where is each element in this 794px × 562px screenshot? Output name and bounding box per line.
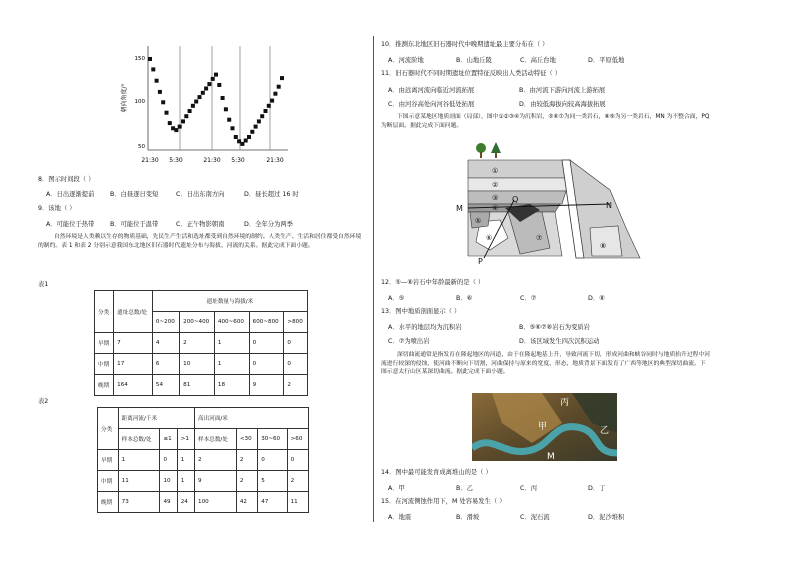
data-point	[178, 125, 182, 129]
t2-col: <30	[236, 429, 257, 450]
q12-stem: 12．⑤—⑧岩石中年龄最新的是（ ）	[381, 279, 485, 286]
data-point	[257, 119, 261, 123]
t1-cell: 10	[180, 354, 215, 375]
t1-cell: 18	[214, 375, 249, 396]
label-yi: 乙	[600, 426, 610, 436]
x-tick: 5:30	[169, 157, 183, 164]
q9-option-d[interactable]: D．全年分为两季	[244, 221, 293, 228]
data-point	[188, 109, 192, 113]
data-point	[174, 128, 178, 132]
q11-stem: 11．旧石器时代不同时期遗址位置特征反映出人类活动特征（ ）	[381, 70, 562, 77]
q13-option-c[interactable]: C．⑦为喷出岩	[388, 338, 430, 345]
table-row	[98, 492, 309, 513]
t1-cell: 0	[249, 333, 284, 354]
q10-option-b[interactable]: B．山地丘陵	[456, 57, 492, 64]
label-p: P	[478, 257, 483, 266]
t2-cell: 2	[236, 471, 257, 492]
t1-head-total: 遗址总数/处	[114, 291, 153, 333]
t1-head-class: 分类	[95, 291, 114, 333]
q10-option-d[interactable]: D．平原低地	[588, 57, 625, 64]
t2-group-distance: 距离河流/千米	[118, 408, 194, 429]
data-point	[148, 57, 152, 61]
t1-row-label: 晚期	[95, 375, 114, 396]
y-tick-150: 150	[134, 56, 145, 62]
data-points	[148, 57, 284, 146]
q10-stem: 10．推测东北地区旧石器时代中晚期遗址最主要分布在（ ）	[381, 41, 549, 48]
layer-2	[468, 178, 570, 191]
t1-cell: 1	[214, 354, 249, 375]
t1-cell: 4	[152, 333, 179, 354]
t1-col: 600~800	[249, 312, 284, 333]
t2-row-label: 晚期	[98, 492, 119, 513]
table-row	[95, 333, 308, 354]
t1-head-group: 遗址数量与海拔/米	[152, 291, 307, 312]
t1-col: 400~600	[214, 312, 249, 333]
q11-option-b[interactable]: B．由河流下游向河流上游拓展	[519, 87, 606, 94]
t1-cell: 2	[180, 333, 215, 354]
data-point	[198, 95, 202, 99]
data-point	[194, 100, 198, 104]
y-tick-100: 100	[134, 99, 145, 105]
t2-cell: 42	[236, 492, 257, 513]
table-row	[98, 471, 309, 492]
q15-stem: 15．在河流侧蚀作用下，M 处容易发生（ ）	[381, 498, 506, 505]
geologic-section-diagram	[450, 138, 650, 266]
label-bing: 丙	[560, 398, 570, 408]
q11-option-a[interactable]: A．由远离河流向临近河流拓展	[388, 87, 475, 94]
q13-option-b[interactable]: B．⑤⑥⑦⑧岩石为变质岩	[519, 324, 590, 331]
t2-cell: 2	[287, 471, 308, 492]
t2-col: >1	[177, 429, 194, 450]
data-point	[214, 73, 218, 77]
q15-option-c[interactable]: C．泥石流	[520, 514, 550, 521]
q10-option-c[interactable]: C．高丘台地	[520, 57, 556, 64]
t1-cell: 9	[249, 375, 284, 396]
label-m-point: M	[547, 452, 555, 461]
label-4: ④	[492, 204, 499, 212]
t1-cell: 7	[114, 333, 153, 354]
t2-cell: 1	[177, 471, 194, 492]
label-jia: 甲	[538, 422, 548, 432]
pine-tree-icon	[491, 142, 501, 158]
q12-option-a[interactable]: A．⑤	[388, 295, 405, 302]
intrusion-8	[590, 226, 622, 256]
label-3: ③	[492, 194, 499, 202]
tree-icon	[476, 143, 486, 158]
q11-option-c[interactable]: C．由河谷高处向河谷低处拓展	[388, 101, 475, 108]
q10-option-a[interactable]: A．河流阶地	[388, 57, 424, 64]
table2-caption: 表2	[38, 398, 49, 405]
q13-stem: 13．图中地质剖面显示（ ）	[381, 308, 461, 315]
table-2	[97, 407, 309, 513]
data-point	[277, 85, 281, 89]
q15-option-d[interactable]: D．泥沙堆积	[588, 514, 625, 521]
t1-cell: 0	[284, 354, 308, 375]
data-point	[184, 114, 188, 118]
t2-cell: 0	[258, 450, 287, 471]
t2-cell: 11	[118, 471, 160, 492]
x-tick: 5:30	[231, 157, 245, 164]
q9-option-a[interactable]: A．可能位于热带	[46, 221, 95, 228]
q8-stem: 8．图示时间段（ ）	[38, 176, 95, 183]
table-row	[95, 375, 308, 396]
t1-col: 0~200	[152, 312, 179, 333]
data-point	[204, 87, 208, 91]
data-point	[260, 114, 264, 118]
q13-option-a[interactable]: A．水平的地层均为沉积岩	[388, 324, 462, 331]
q14-option-c[interactable]: C．丙	[520, 485, 537, 492]
incised-meander-photo	[472, 393, 617, 461]
t2-cell: 73	[118, 492, 160, 513]
t1-cell: 0	[249, 354, 284, 375]
t2-head-class: 分类	[98, 408, 119, 450]
t1-cell: 81	[180, 375, 215, 396]
data-point	[207, 82, 211, 86]
label-2: ②	[492, 181, 499, 189]
q14-stem: 14．图中最可能发育成离堆山的是（ ）	[381, 469, 492, 476]
q12-option-d[interactable]: D．⑧	[588, 295, 605, 302]
q13-option-d[interactable]: D．该区域发生四次沉积运动	[519, 338, 600, 345]
t1-cell: 1	[214, 333, 249, 354]
data-point	[244, 139, 248, 143]
x-tick: 21:30	[266, 157, 284, 164]
data-point	[247, 135, 251, 139]
t2-cell: 0	[287, 450, 308, 471]
q15-option-b[interactable]: B．滑坡	[456, 514, 480, 521]
label-1: ①	[492, 167, 499, 175]
data-point	[165, 111, 169, 115]
data-point	[201, 91, 205, 95]
t2-col: 样本总数/处	[118, 429, 160, 450]
label-n: N	[606, 201, 612, 210]
data-point	[264, 109, 268, 113]
t1-cell: 6	[152, 354, 179, 375]
t2-row-label: 中期	[98, 471, 119, 492]
label-8: ⑧	[600, 242, 607, 250]
data-point	[231, 126, 235, 130]
t2-cell: 49	[160, 492, 177, 513]
chart-axes	[148, 46, 288, 150]
data-point	[234, 135, 238, 139]
label-m: M	[456, 204, 463, 213]
table-row	[98, 450, 309, 471]
data-point	[155, 79, 159, 83]
t2-group-height: 高出河面/米	[195, 408, 309, 429]
data-point	[191, 104, 195, 108]
y-tick-50: 50	[138, 144, 145, 150]
t1-col: >800	[284, 312, 308, 333]
q11-option-d[interactable]: D．由较低海拔向较高海拔拓展	[519, 101, 606, 108]
t1-row-label: 中期	[95, 354, 114, 375]
passage-meander: 深切曲流通常是指发育在隆起地区的河道，由于在隆起地基上升，导致河流下切，形成河曲和峡谷同时与地质抬升过程中河流进行较深的侵蚀，使河曲不断向下切割，河曲保持与原来的宽度、形态，地质背景下面发育了广西等地区的典型深切曲流。下图示意太行山区某深切曲流。据此完成下面小题。	[381, 352, 711, 375]
q8-option-c[interactable]: C．日出东南方向	[176, 191, 225, 198]
q9-stem: 9．该地（ ）	[38, 205, 76, 212]
data-point	[181, 119, 185, 123]
t2-col: 样本总数/处	[195, 429, 237, 450]
t2-cell: 2	[195, 450, 237, 471]
q8-option-b[interactable]: B．白昼逐日变短	[110, 191, 159, 198]
t2-col: 30~60	[258, 429, 287, 450]
t1-cell: 2	[284, 375, 308, 396]
q14-option-b[interactable]: B．乙	[456, 485, 473, 492]
t2-cell: 9	[195, 471, 237, 492]
label-q: Q	[512, 195, 519, 204]
table-1	[94, 290, 308, 396]
label-6: ⑥	[486, 234, 493, 242]
t1-col: 200~400	[180, 312, 215, 333]
q9-option-b[interactable]: B．可能位于温带	[110, 221, 159, 228]
t1-row-label: 早期	[95, 333, 114, 354]
q8-option-d[interactable]: D．昼长超过 16 时	[244, 191, 299, 198]
t2-cell: 100	[195, 492, 237, 513]
q14-option-a[interactable]: A．甲	[388, 485, 405, 492]
layer-1	[468, 160, 570, 178]
data-point	[161, 100, 165, 104]
t1-cell: 0	[284, 333, 308, 354]
q8-option-a[interactable]: A．日出逐渐提前	[46, 191, 95, 198]
t1-cell: 17	[114, 354, 153, 375]
data-point	[158, 90, 162, 94]
t2-cell: 47	[258, 492, 287, 513]
data-point	[250, 130, 254, 134]
t2-cell: 5	[258, 471, 287, 492]
q15-option-a[interactable]: A．地震	[388, 514, 412, 521]
t2-cell: 0	[160, 450, 177, 471]
data-point	[168, 121, 172, 125]
data-point	[224, 107, 228, 111]
data-point	[273, 92, 277, 96]
data-point	[280, 76, 284, 80]
t2-cell: 10	[160, 471, 177, 492]
passage-ancient-sites: 自然环境是人类赖以生存的物质基础，先民生产生活和选址都受到自然环境的制约。人类生产、生活和居住都受自然环境的制约。表 1 和表 2 分别示意我国东北地区旧石器时代遗址分布与海拔、河流的关系。据此完成下面小题。	[38, 234, 362, 249]
t2-cell: 1	[177, 450, 194, 471]
column-divider	[373, 36, 374, 522]
q14-option-d[interactable]: D．丁	[588, 485, 606, 492]
t1-cell: 164	[114, 375, 153, 396]
table1-caption: 表1	[38, 281, 49, 288]
t2-cell: 24	[177, 492, 194, 513]
q9-option-c[interactable]: C．正午物影朝南	[176, 221, 225, 228]
label-5: ⑤	[475, 217, 482, 225]
q12-option-c[interactable]: C．⑦	[520, 295, 537, 302]
y-axis-label: 朝向角度/°	[121, 83, 128, 113]
t1-cell: 54	[152, 375, 179, 396]
data-point	[227, 118, 231, 122]
table-row	[95, 354, 308, 375]
t2-col: >60	[287, 429, 308, 450]
data-point	[151, 67, 155, 71]
x-tick: 21:30	[203, 157, 221, 164]
passage-geology: 下图示意某地区地质剖面（局部），图中①②③④为沉积岩，⑤⑥⑦为同一类岩石，⑧⑨为另一类岩石，MN 为不整合面，PQ 为断层面。据此完成下面问题。	[381, 114, 710, 129]
t2-row-label: 早期	[98, 450, 119, 471]
data-point	[267, 104, 271, 108]
t2-cell: 2	[236, 450, 257, 471]
data-point	[217, 83, 221, 87]
x-tick: 21:30	[141, 157, 159, 164]
t2-col: ≤1	[160, 429, 177, 450]
sun-azimuth-chart	[110, 38, 295, 173]
t2-cell: 1	[118, 450, 160, 471]
t2-cell: 11	[287, 492, 308, 513]
q12-option-b[interactable]: B．⑥	[456, 295, 473, 302]
data-point	[211, 77, 215, 81]
data-point	[254, 125, 258, 129]
label-7: ⑦	[536, 234, 543, 242]
data-point	[221, 96, 225, 100]
data-point	[270, 99, 274, 103]
